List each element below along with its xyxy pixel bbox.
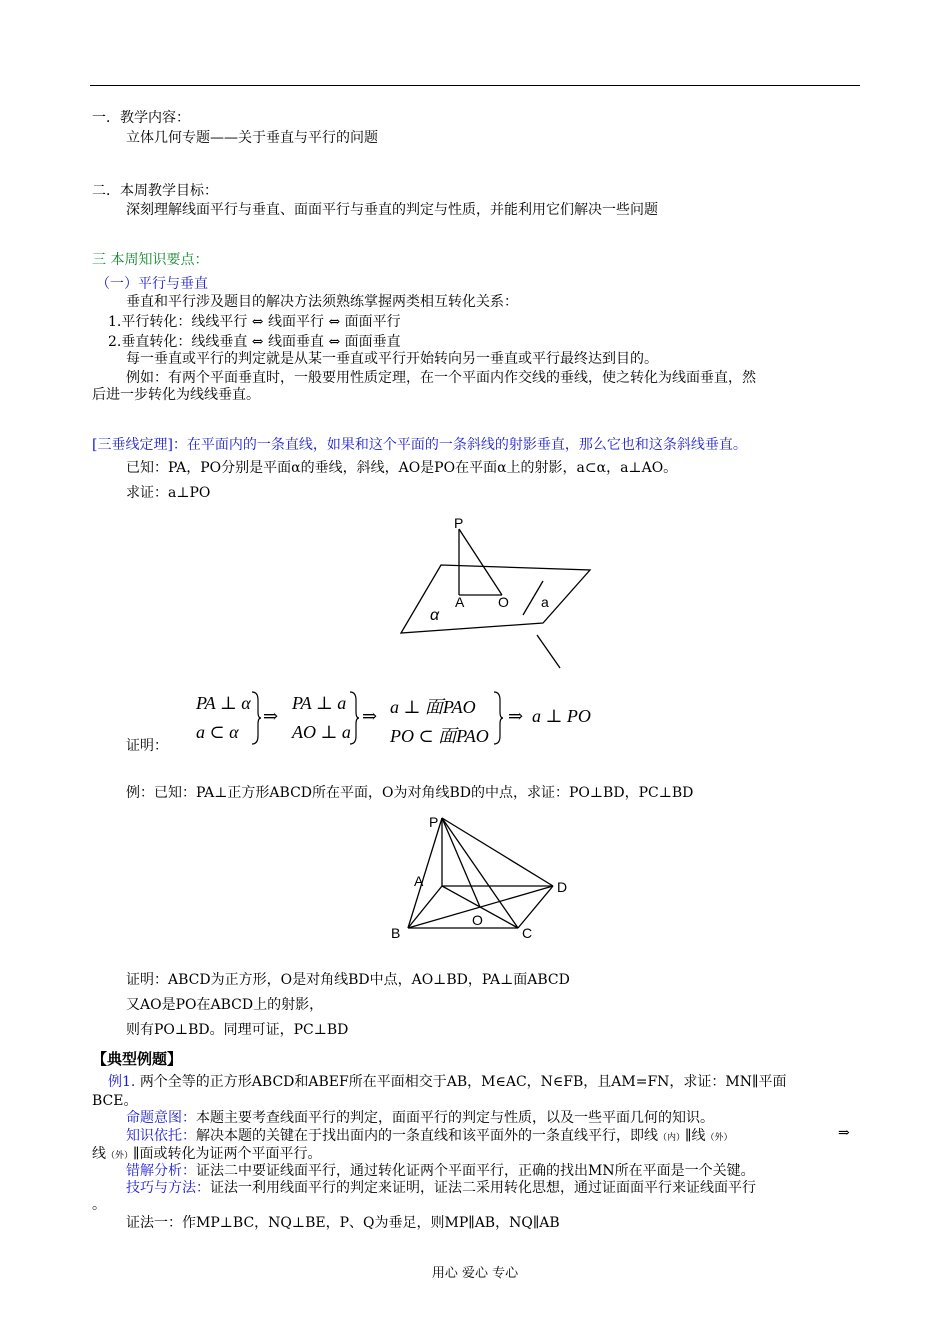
proof-arrow-2: ⇒ [362, 706, 378, 726]
theorem-prove: 求证：a⊥PO [126, 485, 211, 501]
error-line [126, 1162, 755, 1180]
parallel-transform: 1.平行转化：线线平行 ⇔ 线面平行 ⇔ 面面平行 [108, 314, 401, 330]
section3-subheading: （一）平行与垂直 [96, 276, 208, 292]
square-proof-line3: 则有PO⊥BD。同理可证，PC⊥BD [126, 1022, 349, 1038]
fig2-label-D: D [557, 879, 568, 895]
line-CD [518, 886, 553, 928]
section3-example-line1: 例如：有两个平面垂直时，一般要用性质定理，在一个平面内作交线的垂线，使之转化为线面垂直，然 [126, 370, 756, 386]
fig2-label-C: C [522, 925, 533, 941]
proof-arrow-3: ⇒ [508, 706, 524, 726]
intent-label: 命题意图： [126, 1110, 196, 1126]
intent-text: 本题主要考查线面平行的判定，面面平行的判定与性质，以及一些平面几何的知识。 [196, 1110, 714, 1126]
theorem-statement: [三垂线定理]：在平面内的一条直线，如果和这个平面的一条斜线的射影垂直，那么它也和这条斜线垂直。 [92, 437, 747, 453]
theorem-given: 已知：PA，PO分别是平面α的垂线，斜线，AO是PO在平面α上的射影，a⊂α，a⊥AO。 [126, 460, 678, 476]
skill-line [126, 1179, 756, 1197]
brace-2 [348, 690, 360, 746]
fig2-label-A: A [414, 873, 424, 889]
basis-line2-rest: ∥面或转化为证两个平面平行。 [133, 1146, 322, 1162]
proof-g2-line2: AO ⊥ a [292, 722, 351, 742]
basis-line [126, 1127, 733, 1147]
square-proof-line1: 证明：ABCD为正方形，O是对角线BD中点，AO⊥BD，PA⊥面ABCD [126, 972, 570, 988]
basis-line2-start: 线 [92, 1146, 106, 1162]
example1-label: 例1. [108, 1074, 136, 1090]
section3-note: 每一垂直或平行的判定就是从某一垂直或平行开始转向另一垂直或平行最终达到目的。 [126, 351, 658, 367]
proof-result: a ⊥ PO [532, 706, 591, 726]
fig1-label-P: P [454, 515, 464, 531]
section2-heading: 二．本周教学目标： [92, 183, 218, 199]
error-label: 错解分析： [126, 1163, 196, 1179]
fig1-label-O: O [498, 594, 509, 610]
basis-arrow: ⇒ [838, 1125, 850, 1141]
brace-1 [250, 690, 262, 746]
three-perpendiculars-figure [395, 515, 595, 675]
basis-text: 解决本题的关键在于找出面内的一条直线和该平面外的一条直线平行，即线 [196, 1128, 658, 1144]
section1-content: 立体几何专题——关于垂直与平行的问题 [126, 130, 378, 146]
example1-text: 两个全等的正方形ABCD和ABEF所在平面相交于AB，M∈AC，N∈FB，且AM=FN，求证：MN∥平面 [139, 1074, 787, 1090]
fig1-label-alpha: α [430, 607, 440, 624]
line-a-upper [523, 581, 543, 615]
fig2-label-O: O [472, 912, 483, 928]
basis-mid: ∥线 [685, 1128, 706, 1144]
fig2-label-P: P [429, 814, 439, 830]
brace-3 [492, 690, 504, 746]
intent-line [126, 1109, 714, 1127]
proof-label: 证明： [126, 738, 168, 754]
square-example-statement: 例：已知：PA⊥正方形ABCD所在平面，O为对角线BD的中点，求证：PO⊥BD，PC⊥BD [126, 785, 694, 801]
proof-g1-line1: PA ⊥ α [196, 693, 251, 713]
fig2-label-B: B [391, 925, 401, 941]
perpendicular-transform: 2.垂直转化：线线垂直 ⇔ 线面垂直 ⇔ 面面垂直 [108, 334, 401, 350]
fig1-label-a: a [541, 594, 549, 610]
typical-examples-heading: 【典型例题】 [92, 1050, 183, 1068]
proof-g2-line1: PA ⊥ a [292, 693, 347, 713]
fig1-label-A: A [455, 594, 465, 610]
line-AB [408, 886, 442, 928]
square-pyramid-figure [385, 810, 575, 942]
section3-heading: 三 本周知识要点： [92, 252, 209, 268]
line-PO [459, 529, 502, 595]
top-rule [90, 85, 860, 86]
proof-arrow-1: ⇒ [263, 706, 279, 726]
skill-label: 技巧与方法： [126, 1180, 210, 1196]
basis-sub-inner: （内） [658, 1133, 686, 1143]
square-proof-line2: 又AO是PO在ABCD上的射影， [126, 997, 324, 1013]
basis-label: 知识依托： [126, 1128, 196, 1144]
error-text: 证法二中要证线面平行，通过转化证两个平面平行，正确的找出MN所在平面是一个关键。 [196, 1163, 755, 1179]
page-footer: 用心 爱心 专心 [431, 1266, 519, 1281]
skill-end: 。 [92, 1197, 106, 1213]
example1-line2: BCE。 [92, 1093, 138, 1109]
section3-intro: 垂直和平行涉及题目的解决方法须熟练掌握两类相互转化关系： [126, 294, 518, 310]
basis-line2-sub: （外） [106, 1151, 134, 1161]
method1-line: 证法一：作MP⊥BC，NQ⊥BE，P、Q为垂足，则MP∥AB，NQ∥AB [126, 1215, 560, 1231]
proof-g3-line2: PO ⊂ 面PAO [390, 726, 489, 746]
proof-g3-line1: a ⊥ 面PAO [390, 697, 476, 717]
line-PO [442, 818, 480, 907]
section2-content: 深刻理解线面平行与垂直、面面平行与垂直的判定与性质，并能利用它们解决一些问题 [126, 202, 658, 218]
section1-heading: 一．教学内容： [92, 110, 190, 126]
skill-text: 证法一利用线面平行的判定来证明，证法二采用转化思想，通过证面面平行来证线面平行 [210, 1180, 756, 1196]
example1-line1 [108, 1073, 786, 1091]
proof-g1-line2: a ⊂ α [196, 722, 239, 742]
basis-sub-outer: （外） [705, 1133, 733, 1143]
section3-example-line2: 后进一步转化为线线垂直。 [92, 387, 260, 403]
line-a-lower [537, 635, 560, 668]
line-PD [442, 818, 553, 886]
